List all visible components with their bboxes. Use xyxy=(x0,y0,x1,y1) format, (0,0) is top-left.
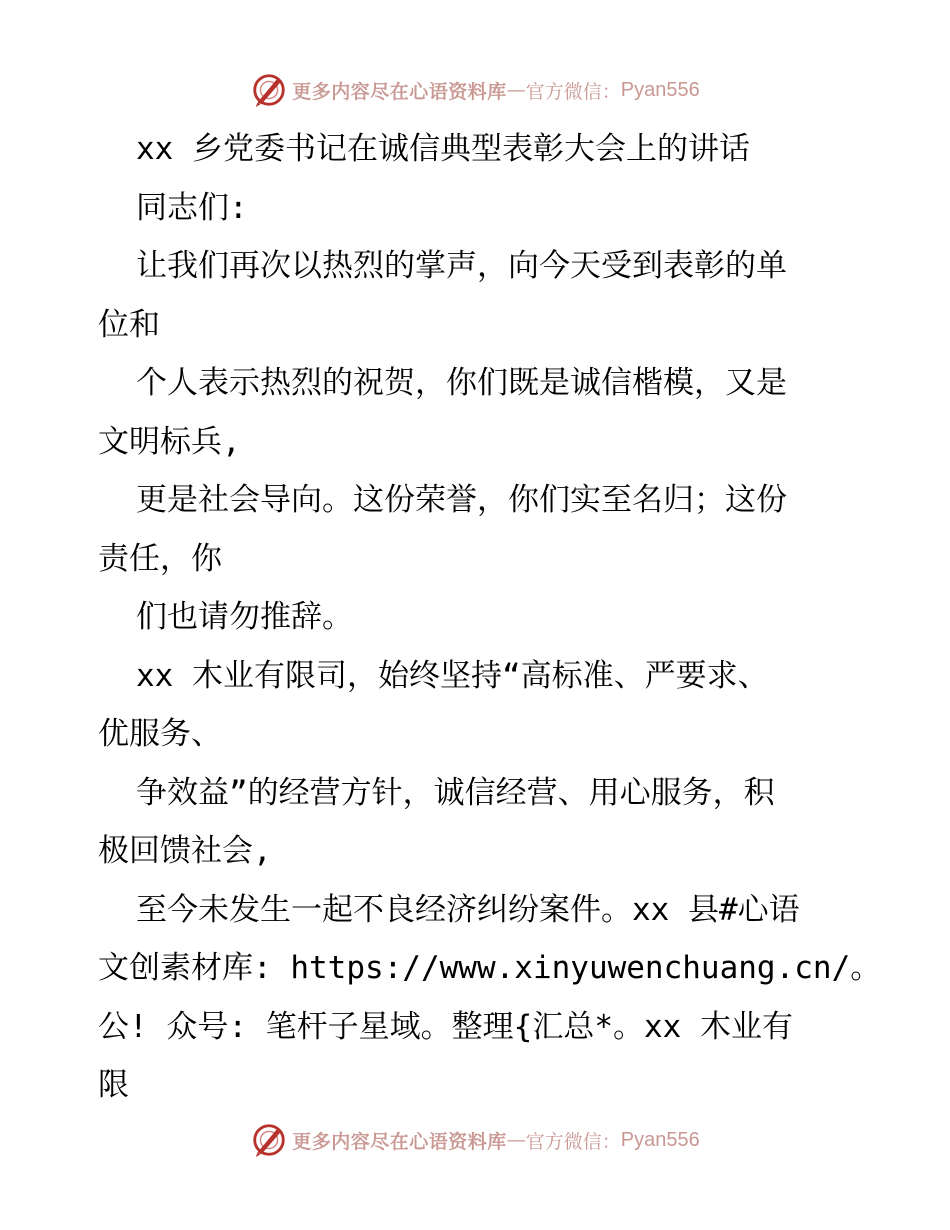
paragraph-line: 让我们再次以热烈的掌声，向今天受到表彰的单 xyxy=(136,248,787,284)
paragraph-line: 优服务、 xyxy=(98,716,222,752)
document-title: xx 乡党委书记在诚信典型表彰大会上的讲话 xyxy=(136,131,750,167)
salutation: 同志们: xyxy=(136,189,248,226)
pen-circle-logo-icon xyxy=(250,1121,288,1159)
paragraph-line: 限 xyxy=(98,1067,129,1103)
paragraph-line: 们也请勿推辞。 xyxy=(136,599,353,635)
banner-official-label: 官方微信： xyxy=(525,1130,621,1153)
paragraph-line: xx 木业有限司，始终坚持“高标准、严要求、 xyxy=(136,657,769,694)
paragraph-line: 极回馈社会, xyxy=(98,833,272,869)
paragraph-line: 文创素材库: https://www.xinyuwenchuang.cn/。 xyxy=(98,950,882,986)
banner-separator: — xyxy=(506,1129,526,1151)
banner-brand: 更多内容尽在心语资料库 xyxy=(292,80,507,103)
document-body xyxy=(98,120,882,1115)
paragraph-line: 文明标兵, xyxy=(98,423,241,460)
banner-separator: — xyxy=(506,79,526,101)
paragraph-line: 至今未发生一起不良经济纠纷案件。xx 县#心语 xyxy=(136,891,800,928)
paragraph-line: 争效益”的经营方针，诚信经营、用心服务，积 xyxy=(136,774,775,811)
paragraph-line: 更是社会导向。这份荣誉，你们实至名归；这份 xyxy=(136,482,787,518)
header-banner xyxy=(0,70,950,110)
banner-official-label: 官方微信： xyxy=(525,80,621,103)
paragraph-line: 位和 xyxy=(98,306,160,343)
paragraph-line: 公! 众号: 笔杆子星域。整理{汇总*。xx 木业有 xyxy=(98,1008,793,1045)
footer-banner xyxy=(0,1120,950,1160)
banner-wechat-id: Pyan556 xyxy=(620,78,700,101)
banner-wechat-id: Pyan556 xyxy=(620,1128,700,1151)
pen-circle-logo-icon xyxy=(250,71,288,109)
banner-brand: 更多内容尽在心语资料库 xyxy=(292,1130,507,1153)
paragraph-line: 责任，你 xyxy=(98,540,222,577)
paragraph-line: 个人表示热烈的祝贺，你们既是诚信楷模，又是 xyxy=(136,365,787,401)
